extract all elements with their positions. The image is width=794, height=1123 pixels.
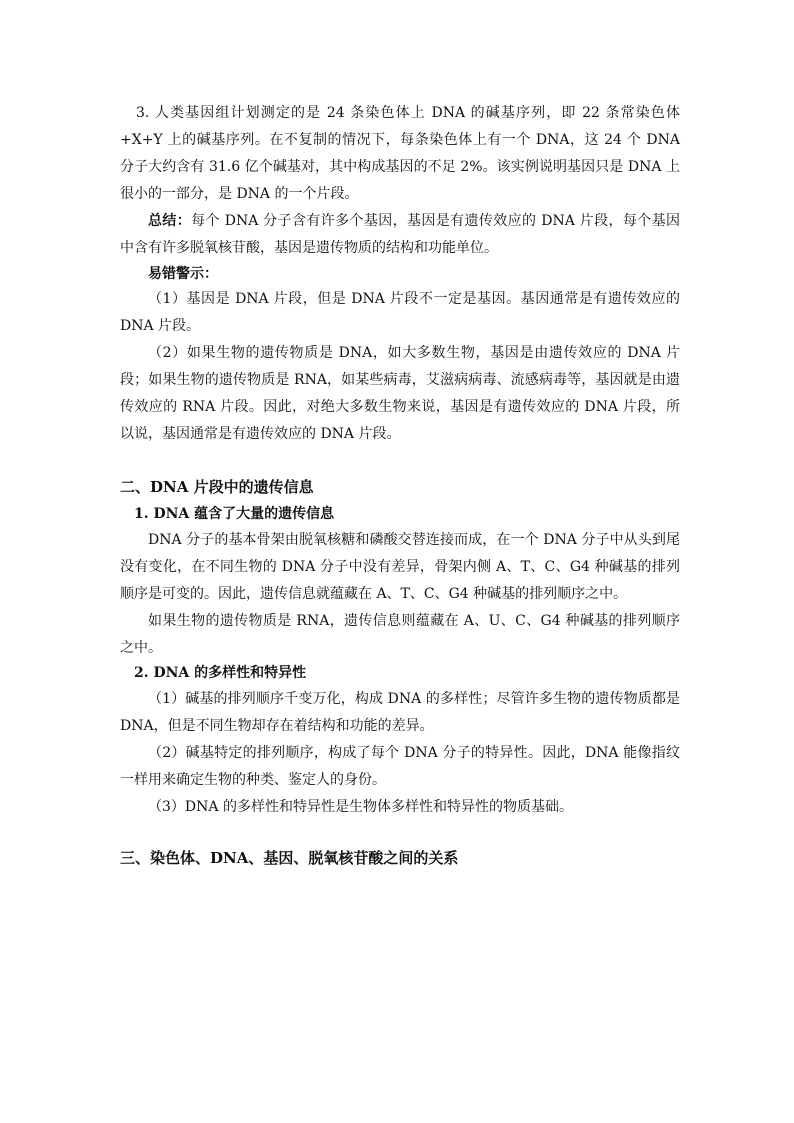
diversity-item-2: （2）碱基特定的排列顺序，构成了每个 DNA 分子的特异性。因此，DNA 能像指纹一样用来确定生物的种类、鉴定人的身份。 [120, 745, 680, 788]
section-3-title: 三、染色体、DNA、基因、脱氧核苷酸之间的关系 [120, 849, 459, 867]
paragraph-dna-backbone: DNA 分子的基本骨架由脱氧核糖和磷酸交替连接而成，在一个 DNA 分子中从头到尾没有变化，在不同生物的 DNA 分子中没有差异，骨架内侧 A、T、C、G4 种碱基的排列顺序是可变的。因此，遗传信息就蕴藏在 A、T、C、G4 种碱基的排列顺序之中。 [120, 532, 680, 602]
paragraph-rna-info: 如果生物的遗传物质是 RNA，遗传信息则蕴藏在 A、U、C、G4 种碱基的排列顺序之中。 [120, 613, 680, 656]
section-2-title: 二、DNA 片段中的遗传信息 [120, 478, 314, 496]
diversity-item-1: （1）碱基的排列顺序千变万化，构成 DNA 的多样性；尽管许多生物的遗传物质都是 DNA，但是不同生物却存在着结构和功能的差异。 [120, 691, 680, 734]
diversity-item-3: （3）DNA 的多样性和特异性是生物体多样性和特异性的物质基础。 [148, 799, 573, 815]
subsection-1-title: 1. DNA 蕴含了大量的遗传信息 [134, 506, 335, 522]
subsection-2-title: 2. DNA 的多样性和特异性 [134, 665, 307, 681]
warning-label: 易错警示： [148, 266, 218, 282]
summary-label: 总结： [148, 213, 192, 229]
paragraph-genome-project: 3. 人类基因组计划测定的是 24 条染色体上 DNA 的碱基序列，即 22 条常染色体+X+Y 上的碱基序列。在不复制的情况下，每条染色体上有一个 DNA，这 24 个 DNA 分子大约含有 31.6 亿个碱基对，其中构成基因的不足 2%。该实例说明基因只是 DNA 上很小的一部分，是 DNA 的一个片段。 [120, 105, 680, 202]
warning-item-1: （1）基因是 DNA 片段，但是 DNA 片段不一定是基因。基因通常是有遗传效应的 DNA 片段。 [120, 291, 680, 334]
warning-item-2: （2）如果生物的遗传物质是 DNA，如大多数生物，基因是由遗传效应的 DNA 片段；如果生物的遗传物质是 RNA，如某些病毒，艾滋病病毒、流感病毒等，基因就是由遗传效应的 RNA 片段。因此，对绝大多数生物来说，基因是有遗传效应的 DNA 片段，所以说，基因通常是有遗传效应的 DNA 片段。 [120, 345, 680, 442]
summary-text: 每个 DNA 分子含有许多个基因，基因是有遗传效应的 DNA 片段，每个基因中含有许多脱氧核苷酸，基因是遗传物质的结构和功能单位。 [120, 213, 680, 256]
paragraph-summary [120, 208, 680, 262]
